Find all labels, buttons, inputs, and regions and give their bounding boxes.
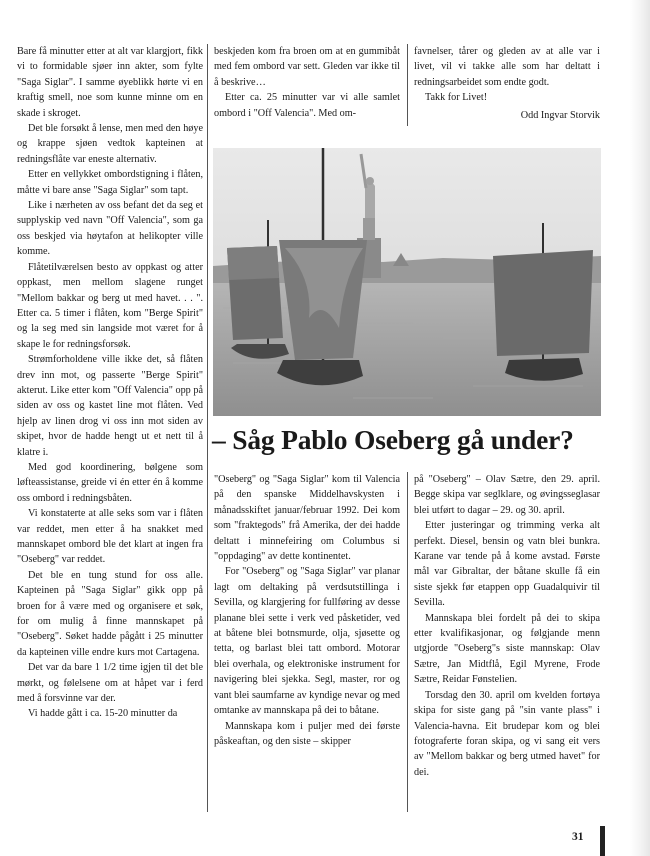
page-edge bbox=[630, 0, 650, 856]
page-edge-marker bbox=[600, 826, 605, 856]
paragraph: Bare få minutter etter at alt var klargjort, fikk vi to formidable sjøer inn akter, som fylte "Saga Siglar". I samme øyeblikk hørte vi en kraftig smell, noe som kunne minne om en skade i skroget. bbox=[17, 46, 203, 119]
column-middle-top bbox=[214, 44, 400, 121]
column-middle-bottom bbox=[214, 472, 400, 749]
article-headline: – Såg Pablo Oseberg gå under? bbox=[212, 424, 574, 455]
paragraph: favnelser, tårer og gleden av at alle var i livet, vil vi takke alle som har deltatt i redningsarbeidet som endte godt. bbox=[414, 46, 600, 88]
paragraph: Flåtetilværelsen besto av oppkast og atter oppkast, men mellom slagene runget "Mellom bakkar og berg ut med havet. . . ". Etter ca. 5 timer i flåten, kom "Berge Spirit" og la seg med sin langside mot været for å skape le for redningsforsøk. bbox=[17, 261, 203, 350]
paragraph: Vi hadde gått i ca. 15-20 minutter da bbox=[28, 708, 178, 720]
paragraph: Torsdag den 30. april om kvelden fortøya skipa for siste gang på "sin vante plass" i Valencia-havna. Eit brudepar kom og blei fotograferte foran skipa, og vi sang eit vers av "Mellom bakkar og berg utmed havet" for dei. bbox=[414, 689, 600, 778]
closing-line: Takk for Livet! bbox=[425, 92, 488, 104]
paragraph: Etter justeringar og trimming verka alt perfekt. Diesel, bensin og vatn blei bunkra. Karane var tende på å kome avstad. Første mål var Gibraltar, der båtane skulle få ein siste sjekk før etappen opp Guadalquivir til Sevilla. bbox=[414, 520, 600, 609]
column-divider bbox=[407, 44, 408, 126]
paragraph: Det ble en tung stund for oss alle. Kapteinen på "Saga Siglar" gikk opp på broen for å være med og organisere et søk, for om mulig å finne mannskapet på "Oseberg". Søket hadde pågått i 25 minutter da kapteinen ville endre kurs mot Cartagena. bbox=[17, 569, 203, 658]
viking-ships-photo bbox=[213, 148, 601, 416]
paragraph: Mannskapa kom i puljer med dei første påskeaftan, og den siste – skipper bbox=[214, 720, 400, 747]
paragraph: Det var da bare 1 1/2 time igjen til det ble mørkt, og følelsene om at håpet var i ferd med å forsvinne var der. bbox=[17, 662, 203, 705]
paragraph: Etter ca. 25 minutter var vi alle samlet ombord i "Off Valencia". Med om- bbox=[214, 92, 400, 119]
paragraph: Det ble forsøkt å lense, men med den høye og krappe sjøen vedtok kapteinen at redningsflåte var eneste alternativ. bbox=[17, 123, 203, 165]
paragraph: på "Oseberg" – Olav Sætre, den 29. april. Begge skipa var seglklare, og øvingsseglasar blei utført to dagar – 29. og 30. april. bbox=[414, 474, 600, 516]
paragraph: Med god koordinering, bølgene som løfteassistanse, greide vi én etter én å komme oss ombord i redningsbåten. bbox=[17, 461, 203, 504]
paragraph: Mannskapa blei fordelt på dei to skipa etter kvalifikasjonar, og følgjande menn utgjorde "Oseberg"s siste mannskap: Olav Sætre, Jan Midtflå, Egil Myrene, Frode Sætre, Reidar Fønstelien. bbox=[414, 612, 600, 686]
paragraph: beskjeden kom fra broen om at en gummibåt med fem ombord var sett. Gleden var ikke til å beskrive… bbox=[214, 46, 400, 88]
paragraph: Vi konstaterte at alle seks som var i flåten var reddet, men etter å ha snakket med mannskapet ombord ble det klart at ingen fra "Oseberg" var reddet. bbox=[17, 508, 203, 566]
column-divider bbox=[207, 44, 208, 812]
column-left bbox=[17, 44, 203, 722]
column-right-bottom bbox=[414, 472, 600, 780]
paragraph: "Oseberg" og "Saga Siglar" kom til Valencia på den spanske Middelhavskysten i månadsskiftet januar/februar 1992. Dei kom som "fraktegods" frå Amerika, der dei hadde deltatt i minnefeiring om Columbus si "oppdaging" av dette kontinentet. bbox=[214, 474, 400, 563]
paragraph: Like i nærheten av oss befant det da seg et supplyskip ved navn "Off Valencia", som ga oss beskjed via høytafon at helikopter ville komme. bbox=[17, 200, 203, 258]
author-signature: Odd Ingvar Storvik bbox=[520, 109, 600, 121]
paragraph: Etter en vellykket ombordstigning i flåten, måtte vi bare anse "Saga Siglar" som tapt. bbox=[17, 169, 203, 196]
photo-illustration bbox=[213, 148, 601, 416]
paragraph: For "Oseberg" og "Saga Siglar" var planar lagt om deltaking på verdsutstillinga i Sevilla, og klargjering for fullføring av desse planane blei sette i verk ved påsketider, ved at båtene blei botnsmurde, olja, sjøsette og tetta, og barlast blei tatt ombord. Motorar blei overhala, og elektroniske instrument for navigering blei sjekka. Segl, master, ror og vant blei saumfarne av kyndige nevar og med omtanke av mannskapa på dei to båtane. bbox=[214, 566, 400, 717]
page-number: 31 bbox=[572, 831, 584, 843]
paragraph: Strømforholdene ville ikke det, så flåten drev inn mot, og passerte "Berge Spirit" akterut. Like etter kom "Off Valencia" opp på siden av oss og kastet line mot flåten. Ved hjelp av linen drog vi oss inn mot siden av skipet, hvor de hadde hengt ut et nett til å klatre i. bbox=[17, 354, 203, 458]
column-divider bbox=[407, 472, 408, 812]
column-right-top bbox=[414, 44, 600, 123]
